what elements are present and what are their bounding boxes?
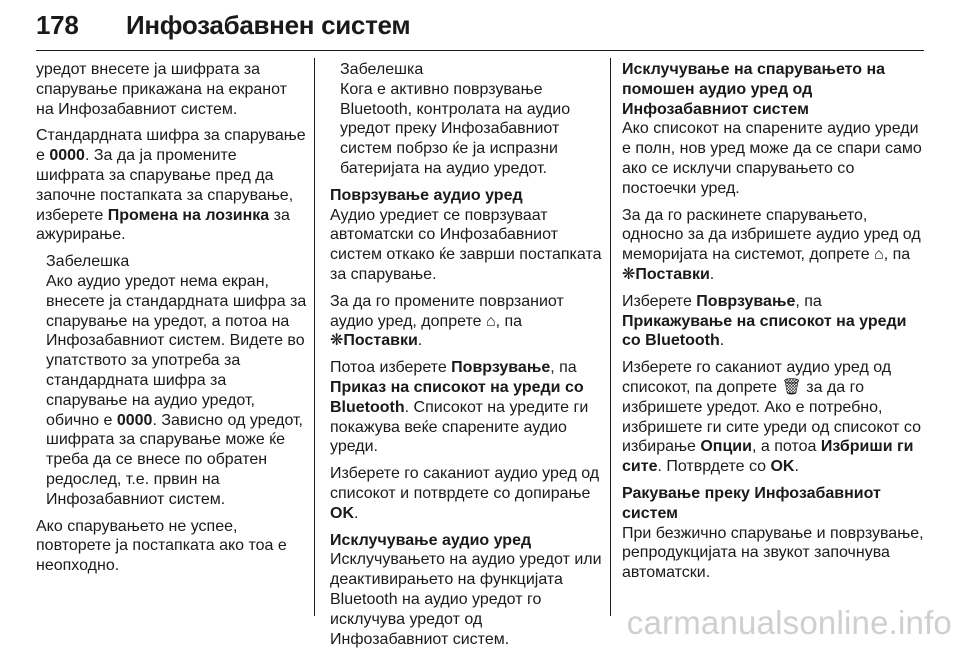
note-text: Ако аудио уредот нема екран, внесете ја стандардната шифра за спарување на уредот, а потоа на Инфозабавниот систем. Видете во упатството за употреба за стандардната шифра за спарување на аудио уредот, обично е 0000. Зависно од уредот, шифрата за спарување може ќе треба да се внесе по обратен редослед, т.е. првин на Инфозабавниот систем. <box>46 272 307 508</box>
column-divider-2 <box>610 58 611 616</box>
note-text: Кога е активно поврзување Bluetooth, контролата на аудио уредот преку Инфозабавниот систем побрзо ќе ја испразни батеријата на аудио уредот. <box>340 80 571 177</box>
home-icon: ⌂ <box>485 312 496 330</box>
column-3 <box>622 60 924 590</box>
paragraph: Стандардната шифра за спарување е 0000. За да ја промените шифрата за спарување пред да започне постапката за спарување, изберете Промена на лозинка за ажурирање. <box>36 127 306 244</box>
column-divider-1 <box>314 58 315 616</box>
section-heading: Исклучување на спарувањето на помошен аудио уред од Инфозабавниот систем <box>622 61 886 118</box>
page-header <box>36 4 924 48</box>
page-title: Инфозабавнен систем <box>126 10 411 40</box>
paragraph: Исклучувањето на аудио уредот или деактивирањето на функцијата Bluetooth на аудио уредот го исклучува уредот од Инфозабавниот систем. <box>330 551 602 648</box>
page-number: 178 <box>36 10 79 40</box>
paragraph: Изберете Поврзување, па Прикажување на списокот на уреди со Bluetooth. <box>622 292 907 350</box>
home-icon: ⌂ <box>874 246 884 264</box>
note-title: Забелешка <box>46 253 130 271</box>
paragraph: Ако списокот на спарените аудио уреди е полн, нов уред може да се спари само ако се исклучи спарувањето со постоечки уред. <box>622 120 922 197</box>
trash-icon: 🗑 <box>781 378 802 396</box>
column-2 <box>330 60 602 656</box>
paragraph: Изберете го саканиот аудио уред од списокот, па допрете 🗑 за да го избришете уредот. Ако е потребно, избришете ги сите уреди од списокот со избирање Опции, а потоа Избриши ги сите. Потврдете со OK. <box>622 359 922 476</box>
header-rule <box>36 50 924 51</box>
note-box <box>46 252 308 509</box>
column-1 <box>36 60 308 583</box>
watermark: carmanualsonline.info <box>626 604 952 641</box>
note-title: Забелешка <box>340 61 424 78</box>
gear-icon: ❋ <box>330 332 344 350</box>
paragraph: Потоа изберете Поврзување, па Приказ на списокот на уреди со Bluetooth. Списокот на уредите ги покажува веќе спарените аудио уреди. <box>330 359 589 456</box>
paragraph: За да го раскинете спарувањето, односно за да избришете аудио уред од меморијата на системот, допрете ⌂, па ❋Поставки. <box>622 206 921 283</box>
section-heading: Ракување преку Инфозабавниот систем <box>622 484 881 522</box>
section-heading: Поврзување аудио уред <box>330 186 523 204</box>
paragraph: Изберете го саканиот аудио уред од списокот и потврдете со допирање OK. <box>330 465 600 522</box>
paragraph: Аудио уредиет се поврзуваат автоматски со Инфозабавниот систем откако ќе заврши постапката за спарување. <box>330 206 602 283</box>
section-heading: Исклучување аудио уред <box>330 531 532 549</box>
paragraph: Ако спарувањето не успее, повторете ја постапката ако тоа е неопходно. <box>36 517 287 575</box>
paragraph: уредот внесете ја шифрата за спарување прикажана на екранот на Инфозабавниот систем. <box>36 61 287 118</box>
paragraph: При безжично спарување и поврзување, репродукцијата на звукот започнува автоматски. <box>622 524 924 582</box>
note-box <box>340 60 602 179</box>
gear-icon: ❋ <box>622 265 636 283</box>
paragraph: За да го промените поврзаниот аудио уред, допрете ⌂, па ❋Поставки. <box>330 292 564 350</box>
